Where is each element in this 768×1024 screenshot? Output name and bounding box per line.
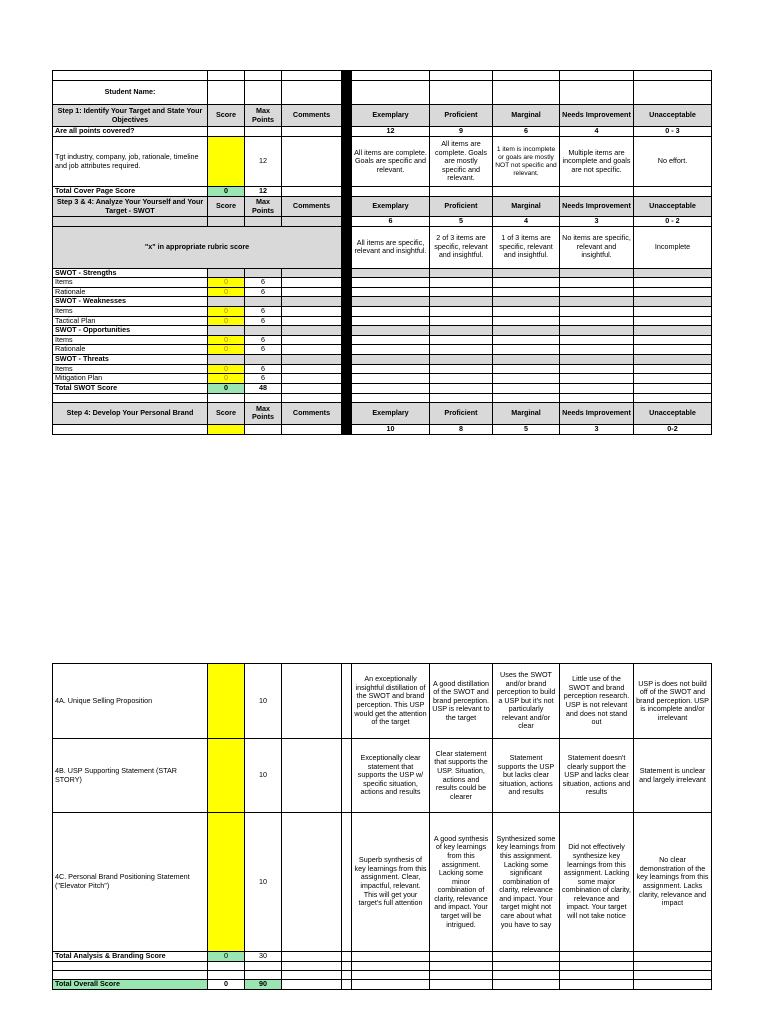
step1-header-row bbox=[53, 105, 712, 127]
points-proficient: 9 bbox=[430, 127, 493, 137]
swot-section-row bbox=[53, 268, 712, 278]
total-overall-score: 0 bbox=[208, 980, 245, 990]
swot-section-row bbox=[53, 297, 712, 307]
needs-improvement-header: Needs Improvement bbox=[560, 197, 634, 217]
step34-header-row bbox=[53, 197, 712, 217]
branding-comments[interactable] bbox=[282, 664, 342, 739]
points-proficient: 5 bbox=[430, 217, 493, 227]
points-exemplary: 12 bbox=[352, 127, 430, 137]
total-swot-label: Total SWOT Score bbox=[53, 383, 208, 393]
swot-section-title: SWOT - Weaknesses bbox=[53, 297, 208, 307]
unacceptable-header: Unacceptable bbox=[634, 402, 712, 424]
step4-points-row bbox=[53, 424, 712, 434]
points-needs-improvement: 3 bbox=[560, 217, 634, 227]
marginal-header: Marginal bbox=[493, 105, 560, 127]
score-header: Score bbox=[208, 105, 245, 127]
branding-row bbox=[53, 813, 712, 952]
swot-item-max: 6 bbox=[245, 278, 282, 288]
swot-item-row bbox=[53, 374, 712, 384]
step1-item-label: Tgt industry, company, job, rationale, timeline and job attributes required. bbox=[53, 137, 208, 187]
points-unacceptable: 0 - 2 bbox=[634, 217, 712, 227]
student-name-label: Student Name: bbox=[53, 81, 208, 105]
branding-score-input[interactable] bbox=[208, 739, 245, 813]
unacceptable-header: Unacceptable bbox=[634, 197, 712, 217]
needs-improvement-header: Needs Improvement bbox=[560, 105, 634, 127]
total-branding-label: Total Analysis & Branding Score bbox=[53, 952, 208, 962]
desc-unacceptable: Statement is unclear and largely irrelevant bbox=[634, 739, 712, 813]
total-branding-max: 30 bbox=[245, 952, 282, 962]
step1-points-row bbox=[53, 127, 712, 137]
swot-item-row bbox=[53, 306, 712, 316]
swot-item-max: 6 bbox=[245, 364, 282, 374]
step1-score-input[interactable] bbox=[208, 137, 245, 187]
total-cover-label: Total Cover Page Score bbox=[53, 187, 208, 197]
desc-needs-improvement: No items are specific, relevant and insightful. bbox=[560, 226, 634, 268]
comments-header: Comments bbox=[282, 197, 342, 217]
blank-row bbox=[53, 962, 712, 971]
swot-item-score[interactable]: 0 bbox=[208, 335, 245, 345]
swot-section-row bbox=[53, 354, 712, 364]
total-swot-score: 0 bbox=[208, 383, 245, 393]
step1-title: Step 1: Identify Your Target and State Your Objectives bbox=[53, 105, 208, 127]
swot-item-row bbox=[53, 345, 712, 355]
swot-item-label: Mitigation Plan bbox=[53, 374, 208, 384]
swot-item-max: 6 bbox=[245, 287, 282, 297]
score-header: Score bbox=[208, 402, 245, 424]
desc-exemplary: All items are specific, relevant and insightful. bbox=[352, 226, 430, 268]
swot-section-title: SWOT - Threats bbox=[53, 354, 208, 364]
points-needs-improvement: 4 bbox=[560, 127, 634, 137]
swot-section-title: SWOT - Strengths bbox=[53, 268, 208, 278]
branding-score-input[interactable] bbox=[208, 664, 245, 739]
desc-marginal: 1 of 3 items are specific, relevant and insightful. bbox=[493, 226, 560, 268]
step4-score-input[interactable] bbox=[208, 424, 245, 434]
blank-row bbox=[53, 971, 712, 980]
exemplary-header: Exemplary bbox=[352, 197, 430, 217]
total-swot-row bbox=[53, 383, 712, 393]
needs-improvement-header: Needs Improvement bbox=[560, 402, 634, 424]
desc-unacceptable: No effort. bbox=[634, 137, 712, 187]
branding-item-label: 4C. Personal Brand Positioning Statement ("Elevator Pitch") bbox=[53, 813, 208, 952]
desc-exemplary: An exceptionally insightful distillation of the SWOT and brand perception. This USP would get the attention of the target bbox=[352, 664, 430, 739]
all-points-label: Are all points covered? bbox=[53, 127, 208, 137]
desc-proficient: A good distillation of the SWOT and brand perception. USP is relevant to the target bbox=[430, 664, 493, 739]
desc-needs-improvement: Multiple items are incomplete and goals are not specific. bbox=[560, 137, 634, 187]
desc-marginal: Synthesized some key learnings from this assignment. Lacking some significant combination of clarity, relevance and impact. Your target might not care about what you have to say bbox=[493, 813, 560, 952]
desc-needs-improvement: Statement doesn't clearly support the USP and lacks clear situation, actions and results bbox=[560, 739, 634, 813]
points-marginal: 5 bbox=[493, 424, 560, 434]
swot-item-row bbox=[53, 287, 712, 297]
desc-marginal: 1 item is incomplete or goals are mostly NOT not specific and relevant. bbox=[493, 137, 560, 187]
swot-item-label: Tactical Plan bbox=[53, 316, 208, 326]
proficient-header: Proficient bbox=[430, 105, 493, 127]
blank-row bbox=[53, 71, 712, 81]
step1-comments[interactable] bbox=[282, 137, 342, 187]
desc-proficient: Clear statement that supports the USP. Situation, actions and results could be clearer bbox=[430, 739, 493, 813]
branding-max: 10 bbox=[245, 664, 282, 739]
total-overall-label: Total Overall Score bbox=[53, 980, 208, 990]
swot-item-row bbox=[53, 316, 712, 326]
step1-item-row bbox=[53, 137, 712, 187]
branding-item-label: 4A. Unique Selling Proposition bbox=[53, 664, 208, 739]
branding-max: 10 bbox=[245, 739, 282, 813]
score-header: Score bbox=[208, 197, 245, 217]
proficient-header: Proficient bbox=[430, 402, 493, 424]
points-exemplary: 6 bbox=[352, 217, 430, 227]
desc-unacceptable: No clear demonstration of the key learnings from this assignment. Lacks clarity, relevance and impact bbox=[634, 813, 712, 952]
exemplary-header: Exemplary bbox=[352, 402, 430, 424]
student-name-row bbox=[53, 81, 712, 105]
swot-item-row bbox=[53, 335, 712, 345]
desc-exemplary: Superb synthesis of key learnings from this assignment. Clear, impactful, relevant. This will get your target's full attention bbox=[352, 813, 430, 952]
desc-proficient: 2 of 3 items are specific, relevant and insightful. bbox=[430, 226, 493, 268]
desc-proficient: A good synthesis of key learnings from this assignment. Lacking some minor combination of clarity, relevance and impact. Your target will be intrigued. bbox=[430, 813, 493, 952]
branding-score-input[interactable] bbox=[208, 813, 245, 952]
swot-item-label: Items bbox=[53, 364, 208, 374]
step34-rubric-row bbox=[53, 226, 712, 268]
desc-exemplary: All items are complete. Goals are specific and relevant. bbox=[352, 137, 430, 187]
swot-item-score[interactable]: 0 bbox=[208, 287, 245, 297]
desc-unacceptable: Incomplete bbox=[634, 226, 712, 268]
total-swot-max: 48 bbox=[245, 383, 282, 393]
desc-marginal: Statement supports the USP but lacks clear situation, actions and results bbox=[493, 739, 560, 813]
swot-item-score[interactable]: 0 bbox=[208, 364, 245, 374]
rubric-table-bottom bbox=[52, 663, 712, 990]
swot-item-score[interactable]: 0 bbox=[208, 374, 245, 384]
desc-unacceptable: USP is does not build off of the SWOT and brand perception. USP is incomplete and/or irrelevant bbox=[634, 664, 712, 739]
swot-item-max: 6 bbox=[245, 345, 282, 355]
total-branding-row bbox=[53, 952, 712, 962]
unacceptable-header: Unacceptable bbox=[634, 105, 712, 127]
step1-max: 12 bbox=[245, 137, 282, 187]
desc-needs-improvement: Did not effectively synthesize key learnings from this assignment. Lacking some major combination of clarity, relevance and impact. Your target will not take notice bbox=[560, 813, 634, 952]
swot-item-score[interactable]: 0 bbox=[208, 306, 245, 316]
black-divider bbox=[342, 71, 352, 81]
branding-comments[interactable] bbox=[282, 739, 342, 813]
branding-comments[interactable] bbox=[282, 813, 342, 952]
swot-item-label: Items bbox=[53, 335, 208, 345]
swot-item-row bbox=[53, 364, 712, 374]
comments-header: Comments bbox=[282, 402, 342, 424]
desc-proficient: All items are complete. Goals are mostly specific and relevant. bbox=[430, 137, 493, 187]
points-marginal: 6 bbox=[493, 127, 560, 137]
rubric-instruction: "x" in appropriate rubric score bbox=[53, 226, 342, 268]
points-unacceptable: 0-2 bbox=[634, 424, 712, 434]
branding-row bbox=[53, 739, 712, 813]
swot-item-label: Rationale bbox=[53, 345, 208, 355]
total-overall-max: 90 bbox=[245, 980, 282, 990]
marginal-header: Marginal bbox=[493, 402, 560, 424]
desc-marginal: Uses the SWOT and/or brand perception to build a USP but it's not particularly relevant and/or clear bbox=[493, 664, 560, 739]
student-name-cell[interactable] bbox=[208, 81, 245, 105]
max-points-header: Max Points bbox=[245, 402, 282, 424]
branding-item-label: 4B. USP Supporting Statement (STAR STORY) bbox=[53, 739, 208, 813]
swot-item-max: 6 bbox=[245, 374, 282, 384]
proficient-header: Proficient bbox=[430, 197, 493, 217]
swot-item-max: 6 bbox=[245, 335, 282, 345]
swot-item-label: Rationale bbox=[53, 287, 208, 297]
total-cover-score: 0 bbox=[208, 187, 245, 197]
comments-header: Comments bbox=[282, 105, 342, 127]
total-cover-max: 12 bbox=[245, 187, 282, 197]
swot-item-score[interactable]: 0 bbox=[208, 316, 245, 326]
branding-max: 10 bbox=[245, 813, 282, 952]
total-branding-score: 0 bbox=[208, 952, 245, 962]
points-exemplary: 10 bbox=[352, 424, 430, 434]
points-proficient: 8 bbox=[430, 424, 493, 434]
swot-item-score[interactable]: 0 bbox=[208, 345, 245, 355]
branding-row bbox=[53, 664, 712, 739]
total-cover-row bbox=[53, 187, 712, 197]
marginal-header: Marginal bbox=[493, 197, 560, 217]
max-points-header: Max Points bbox=[245, 197, 282, 217]
step34-points-row bbox=[53, 217, 712, 227]
points-marginal: 4 bbox=[493, 217, 560, 227]
total-overall-row bbox=[53, 980, 712, 990]
swot-item-score[interactable]: 0 bbox=[208, 278, 245, 288]
rubric-table-top bbox=[52, 70, 712, 435]
swot-item-max: 6 bbox=[245, 306, 282, 316]
swot-item-label: Items bbox=[53, 278, 208, 288]
points-needs-improvement: 3 bbox=[560, 424, 634, 434]
step4-title: Step 4: Develop Your Personal Brand bbox=[53, 402, 208, 424]
swot-item-max: 6 bbox=[245, 316, 282, 326]
swot-section-row bbox=[53, 326, 712, 336]
swot-item-label: Items bbox=[53, 306, 208, 316]
exemplary-header: Exemplary bbox=[352, 105, 430, 127]
desc-exemplary: Exceptionally clear statement that supports the USP w/ specific situation, actions and results bbox=[352, 739, 430, 813]
step4-header-row bbox=[53, 402, 712, 424]
swot-section-title: SWOT - Opportunities bbox=[53, 326, 208, 336]
blank-row bbox=[53, 393, 712, 402]
desc-needs-improvement: Little use of the SWOT and brand perception research. USP is not relevant and does not stand out bbox=[560, 664, 634, 739]
max-points-header: Max Points bbox=[245, 105, 282, 127]
swot-item-row bbox=[53, 278, 712, 288]
step34-title: Step 3 & 4: Analyze Your Yourself and Your Target - SWOT bbox=[53, 197, 208, 217]
points-unacceptable: 0 - 3 bbox=[634, 127, 712, 137]
